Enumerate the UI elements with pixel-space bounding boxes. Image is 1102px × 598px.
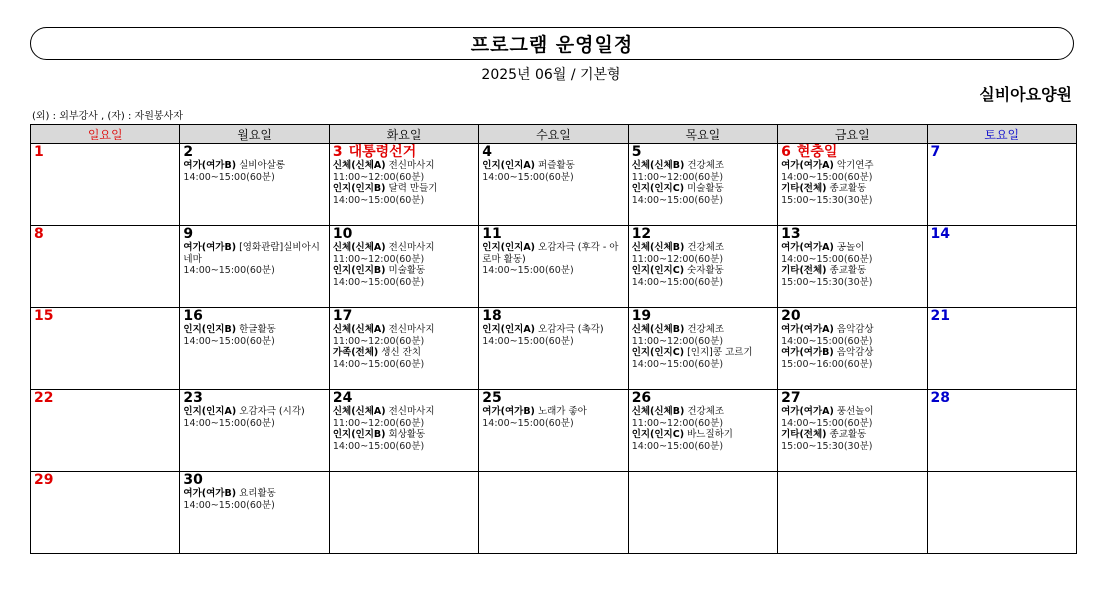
week-row: [31, 226, 1077, 308]
day-header: [931, 391, 1074, 406]
day-header: [183, 145, 326, 160]
day-header: [632, 145, 775, 160]
program-category: 여가(여가A): [781, 324, 834, 335]
program-time: 14:00~15:00(60분): [332, 358, 425, 370]
program-category: 여가(여가B): [183, 488, 237, 499]
program-time: 14:00~15:00(60분): [781, 253, 873, 265]
program-time: 14:00~15:00(60분): [183, 265, 275, 276]
page-title: 프로그램 운영일정: [30, 27, 1074, 60]
day-header: [632, 227, 775, 242]
week-row: [31, 472, 1077, 554]
program-name: 오감자극 (후각 - 아로마 활동): [482, 242, 619, 265]
program-item: [781, 347, 924, 359]
legend-note: (외) : 외부강사 , (자) : 자원봉사자: [32, 111, 183, 122]
day-number: 9: [183, 226, 194, 242]
program-item: [632, 265, 775, 277]
day-number: 27: [781, 390, 801, 406]
day-cell: [628, 308, 777, 390]
program-category: 여가(여가B): [183, 160, 237, 171]
day-header: [781, 145, 924, 160]
program-time: 11:00~12:00(60분): [332, 171, 425, 183]
day-header: [632, 391, 775, 406]
day-cell: [479, 308, 628, 390]
day-cell: [778, 144, 927, 226]
program-item: [482, 160, 625, 172]
weekday-friday: 금요일: [778, 125, 927, 144]
program-category: 인지(인지B): [183, 324, 237, 335]
day-header: [482, 145, 625, 160]
program-name: 종교활동: [829, 265, 867, 276]
program-category: 신체(신체A): [332, 324, 386, 335]
calendar-table: [30, 124, 1077, 554]
day-number: 14: [930, 226, 951, 242]
program-name: 오감자극 (시각): [239, 406, 305, 417]
day-number: 10: [332, 226, 353, 242]
day-number: 24: [332, 390, 353, 406]
program-time: 14:00~15:00(60분): [183, 417, 275, 429]
weekday-sunday: 일요일: [31, 125, 180, 144]
program-name: 숫자활동: [687, 265, 724, 276]
day-number: 7: [930, 144, 941, 160]
week-row: [31, 144, 1077, 226]
program-name: 회상활동: [388, 429, 426, 440]
program-item: [482, 242, 625, 265]
day-cell: [31, 308, 180, 390]
program-name: 건강체조: [687, 242, 725, 253]
program-name: [인지]콩 고르기: [687, 347, 753, 358]
day-header: [183, 227, 326, 242]
program-time: 11:00~12:00(60분): [631, 171, 724, 183]
day-header: [781, 391, 924, 406]
weekday-thursday: 목요일: [628, 125, 777, 144]
program-time: 14:00~15:00(60분): [781, 417, 873, 429]
day-cell: [31, 390, 180, 472]
day-header: [333, 391, 476, 406]
program-name: 음악감상: [836, 324, 874, 335]
day-cell: [628, 390, 777, 472]
day-number: 2: [183, 144, 194, 160]
day-cell: [479, 226, 628, 308]
day-header: [482, 309, 625, 324]
day-header: [931, 309, 1074, 324]
day-cell: [180, 144, 329, 226]
program-category: 여가(여가B): [482, 406, 535, 417]
program-name: 종교활동: [829, 183, 867, 194]
day-header: [482, 391, 625, 406]
program-item: [632, 324, 775, 336]
period-subtitle: 2025년 06월 / 기본형: [481, 67, 621, 83]
day-cell: [778, 226, 927, 308]
program-time: 14:00~15:00(60분): [482, 265, 574, 276]
program-item: [632, 242, 775, 254]
program-time: 14:00~15:00(60분): [631, 194, 724, 206]
program-name: 종교활동: [829, 429, 867, 440]
program-category: 인지(인지A): [482, 242, 536, 253]
program-category: 인지(인지B): [332, 265, 386, 276]
day-number: 18: [482, 308, 502, 324]
program-category: 인지(인지C): [631, 265, 685, 276]
day-number: 19: [631, 308, 652, 324]
program-name: 풍선놀이: [836, 406, 874, 417]
program-item: [333, 160, 476, 172]
program-item: [482, 406, 625, 418]
program-name: [영화관람]실비아시네마: [183, 242, 320, 265]
program-item: [781, 406, 924, 418]
program-item: [632, 429, 775, 441]
day-number: 23: [183, 390, 203, 406]
program-category: 여가(여가B): [781, 347, 834, 358]
program-name: 한글활동: [239, 324, 276, 335]
day-header: [781, 227, 924, 242]
program-item: [333, 406, 476, 418]
program-time: 14:00~15:00(60분): [332, 440, 425, 452]
program-name: 퍼즐활동: [538, 160, 575, 171]
weekday-header-row: [31, 125, 1077, 144]
program-time: 11:00~12:00(60분): [631, 335, 724, 347]
program-name: 오감자극 (촉각): [538, 324, 604, 335]
program-category: 신체(신체B): [631, 160, 685, 171]
program-item: [183, 242, 326, 265]
program-item: [183, 406, 326, 418]
day-cell: [180, 226, 329, 308]
program-category: 인지(인지C): [631, 183, 685, 194]
program-category: 기타(전체): [781, 429, 827, 440]
day-cell: [927, 472, 1076, 554]
program-item: [333, 324, 476, 336]
day-cell: [479, 144, 628, 226]
program-item: [333, 265, 476, 277]
day-number: 20: [781, 308, 801, 324]
day-number: 17: [332, 308, 353, 324]
day-header: [34, 473, 177, 488]
day-number: 25: [482, 390, 502, 406]
program-category: 인지(인지A): [482, 324, 536, 335]
program-item: [781, 183, 924, 195]
program-category: 여가(여가A): [781, 242, 834, 253]
program-time: 14:00~15:00(60분): [631, 440, 724, 452]
program-time: 11:00~12:00(60분): [631, 417, 724, 429]
day-cell: [180, 472, 329, 554]
program-item: [333, 242, 476, 254]
program-item: [333, 183, 476, 195]
day-cell: [329, 226, 478, 308]
program-time: 14:00~15:00(60분): [332, 276, 425, 288]
day-cell: [927, 308, 1076, 390]
day-number: 12: [631, 226, 652, 242]
day-cell: [31, 472, 180, 554]
day-header: [931, 145, 1074, 160]
day-header: [34, 391, 177, 406]
day-cell: [927, 226, 1076, 308]
day-number: 11: [482, 226, 502, 242]
program-category: 신체(신체B): [631, 242, 685, 253]
program-time: 11:00~12:00(60분): [332, 253, 425, 265]
day-header: [34, 145, 177, 160]
day-header: [183, 473, 326, 488]
calendar-body: [31, 144, 1077, 554]
program-category: 기타(전체): [781, 265, 827, 276]
program-time: 15:00~16:00(60분): [781, 358, 873, 370]
program-name: 생신 잔치: [381, 347, 422, 358]
program-item: [781, 429, 924, 441]
day-header: [333, 309, 476, 324]
day-number: 30: [183, 472, 203, 488]
program-time: 14:00~15:00(60분): [781, 335, 873, 347]
day-cell: [329, 472, 478, 554]
program-time: 11:00~12:00(60분): [631, 253, 724, 265]
program-name: 달력 만들기: [388, 183, 438, 194]
program-time: 14:00~15:00(60분): [482, 171, 574, 183]
program-time: 15:00~15:30(30분): [781, 276, 873, 288]
program-time: 15:00~15:30(30분): [781, 440, 873, 452]
program-item: [781, 265, 924, 277]
program-item: [333, 429, 476, 441]
day-cell: [329, 390, 478, 472]
program-name: 음악감상: [836, 347, 874, 358]
program-category: 기타(전체): [781, 183, 827, 194]
day-number: 13: [781, 226, 801, 242]
program-item: [183, 488, 326, 500]
program-name: 건강체조: [687, 160, 725, 171]
day-number: 3: [332, 144, 343, 160]
day-cell: [479, 472, 628, 554]
program-name: 전신마사지: [388, 324, 435, 335]
program-item: [632, 406, 775, 418]
program-time: 14:00~15:00(60분): [631, 276, 724, 288]
program-time: 14:00~15:00(60분): [183, 499, 275, 511]
program-item: [632, 183, 775, 195]
program-item: [781, 324, 924, 336]
program-item: [333, 347, 476, 359]
organization-name: 실비아요양원: [979, 85, 1072, 104]
day-number: 4: [482, 144, 493, 160]
day-header: [632, 309, 775, 324]
program-name: 노래가 좋아: [537, 406, 587, 417]
holiday-label: 대통령선거: [348, 144, 417, 160]
program-category: 인지(인지C): [631, 429, 685, 440]
program-category: 인지(인지A): [482, 160, 536, 171]
day-cell: [31, 144, 180, 226]
day-number: 28: [930, 390, 951, 406]
program-item: [781, 160, 924, 172]
program-time: 15:00~15:30(30분): [781, 194, 873, 206]
program-name: 건강체조: [687, 324, 725, 335]
day-number: 1: [34, 144, 44, 160]
week-row: [31, 308, 1077, 390]
program-time: 14:00~15:00(60분): [183, 335, 275, 347]
program-time: 14:00~15:00(60분): [482, 335, 574, 347]
day-header: [482, 227, 625, 242]
program-category: 신체(신체A): [332, 406, 386, 417]
day-number: 15: [34, 308, 54, 324]
program-name: 실비아살롱: [239, 160, 285, 171]
program-time: 14:00~15:00(60분): [781, 171, 873, 183]
program-category: 인지(인지B): [332, 429, 386, 440]
program-category: 가족(전체): [332, 347, 379, 358]
program-name: 공놀이: [836, 242, 865, 253]
program-item: [632, 347, 775, 359]
day-number: 22: [34, 390, 54, 406]
weekday-monday: 월요일: [180, 125, 329, 144]
program-item: [781, 242, 924, 254]
day-cell: [927, 390, 1076, 472]
weekday-saturday: 토요일: [927, 125, 1076, 144]
week-row: [31, 390, 1077, 472]
program-category: 인지(인지B): [332, 183, 386, 194]
program-time: 14:00~15:00(60분): [482, 417, 574, 429]
program-category: 여가(여가B): [183, 242, 237, 253]
day-header: [34, 227, 177, 242]
program-name: 요리활동: [239, 488, 276, 499]
program-time: 11:00~12:00(60분): [332, 335, 425, 347]
program-category: 신체(신체A): [332, 160, 386, 171]
program-item: [183, 324, 326, 336]
day-number: 5: [631, 144, 642, 160]
day-number: 6: [781, 144, 791, 160]
program-time: 14:00~15:00(60분): [183, 171, 275, 183]
day-cell: [479, 390, 628, 472]
day-cell: [628, 472, 777, 554]
program-category: 인지(인지C): [631, 347, 685, 358]
day-cell: [778, 390, 927, 472]
day-header: [781, 309, 924, 324]
day-cell: [628, 226, 777, 308]
day-header: [333, 227, 476, 242]
day-cell: [927, 144, 1076, 226]
program-category: 여가(여가A): [781, 160, 834, 171]
day-number: 16: [183, 308, 203, 324]
day-cell: [180, 308, 329, 390]
day-cell: [778, 472, 927, 554]
day-number: 21: [930, 308, 951, 324]
program-category: 신체(신체A): [332, 242, 386, 253]
program-item: [183, 160, 326, 172]
day-header: [333, 145, 476, 160]
program-name: 전신마사지: [388, 406, 435, 417]
day-number: 8: [34, 226, 44, 242]
day-header: [183, 391, 326, 406]
day-cell: [778, 308, 927, 390]
weekday-wednesday: 수요일: [479, 125, 628, 144]
program-name: 바느질하기: [687, 429, 733, 440]
program-name: 전신마사지: [388, 242, 435, 253]
day-cell: [628, 144, 777, 226]
program-time: 14:00~15:00(60분): [332, 194, 425, 206]
day-header: [931, 227, 1074, 242]
program-name: 건강체조: [687, 406, 725, 417]
program-category: 여가(여가A): [781, 406, 834, 417]
day-number: 29: [34, 472, 54, 488]
program-name: 미술활동: [687, 183, 724, 194]
program-item: [632, 160, 775, 172]
day-header: [34, 309, 177, 324]
program-item: [482, 324, 625, 336]
day-cell: [31, 226, 180, 308]
program-name: 미술활동: [388, 265, 426, 276]
day-header: [183, 309, 326, 324]
program-time: 14:00~15:00(60분): [631, 358, 724, 370]
program-name: 악기연주: [836, 160, 874, 171]
program-category: 신체(신체B): [631, 324, 685, 335]
day-cell: [329, 308, 478, 390]
day-number: 26: [631, 390, 652, 406]
program-category: 신체(신체B): [631, 406, 685, 417]
holiday-label: 현충일: [796, 144, 838, 160]
program-name: 전신마사지: [388, 160, 435, 171]
day-cell: [329, 144, 478, 226]
program-category: 인지(인지A): [183, 406, 237, 417]
day-cell: [180, 390, 329, 472]
program-time: 11:00~12:00(60분): [332, 417, 425, 429]
weekday-tuesday: 화요일: [329, 125, 478, 144]
